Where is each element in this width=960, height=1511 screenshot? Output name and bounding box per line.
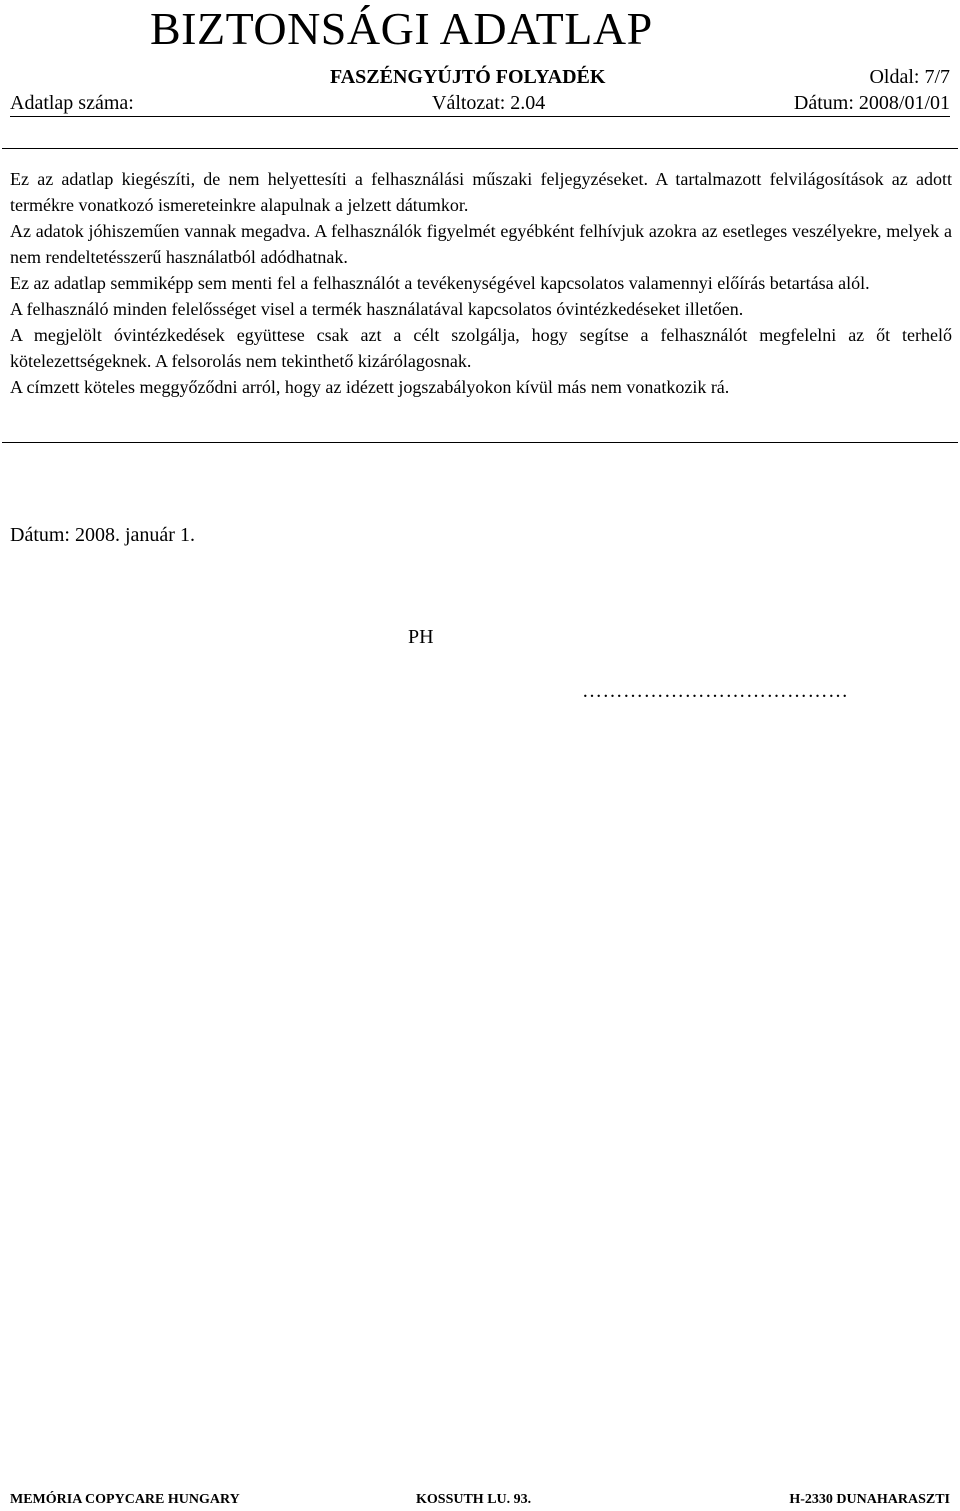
paragraph: Ez az adatlap kiegészíti, de nem helyettesíti a felhasználási műszaki feljegyzéseket. A tartalmazott felvilágosítások az adott termékre vonatkozó ismereteinkre alapulnak a jelzett dátumkor. — [10, 169, 952, 215]
footer-street: KOSSUTH LU. 93. — [416, 1492, 532, 1507]
paragraph: A címzett köteles meggyőződni arról, hogy az idézett jogszabályokon kívül más nem vonatkozik rá. — [10, 377, 730, 397]
sheet-number-label: Adatlap száma: — [10, 92, 134, 114]
footer-company: MEMÓRIA COPYCARE HUNGARY — [10, 1492, 240, 1507]
top-divider — [2, 148, 958, 149]
signature-date: Dátum: 2008. január 1. — [10, 524, 195, 546]
paragraph: A megjelölt óvintézkedések együttese csak azt a célt szolgálja, hogy segítse a felhasználót megfelelni az őt terhelő kötelezettségeknek. A felsorolás nem tekinthető kizárólagosnak. — [10, 325, 952, 371]
paragraph: Ez az adatlap semmiképp sem menti fel a felhasználót a tevékenységével kapcsolatos valamennyi előírás betartása alól. — [10, 273, 870, 293]
disclaimer-text — [10, 166, 952, 400]
footer-city: H-2330 DUNAHARASZTI — [789, 1492, 950, 1507]
paragraph: Az adatok jóhiszeműen vannak megadva. A felhasználók figyelmét egyébként felhívjuk azokra az esetleges veszélyekre, melyek a nem rendeltetésszerű használatból adódhatnak. — [10, 221, 952, 267]
signature-line: ………………………………… — [582, 680, 849, 702]
document-title: BIZTONSÁGI ADATLAP — [150, 3, 653, 54]
header-meta-row — [10, 90, 950, 117]
product-name: FASZÉNGYÚJTÓ FOLYADÉK — [330, 66, 606, 88]
page-footer — [10, 1490, 950, 1510]
version-label: Változat: 2.04 — [432, 92, 546, 114]
page-number: Oldal: 7/7 — [869, 66, 950, 88]
header-date: Dátum: 2008/01/01 — [793, 92, 950, 114]
bottom-divider — [2, 442, 958, 443]
paragraph: A felhasználó minden felelősséget visel a termék használatával kapcsolatos óvintézkedéseket illetően. — [10, 299, 744, 319]
stamp-label: PH — [408, 626, 434, 648]
header-product-row — [10, 64, 950, 90]
